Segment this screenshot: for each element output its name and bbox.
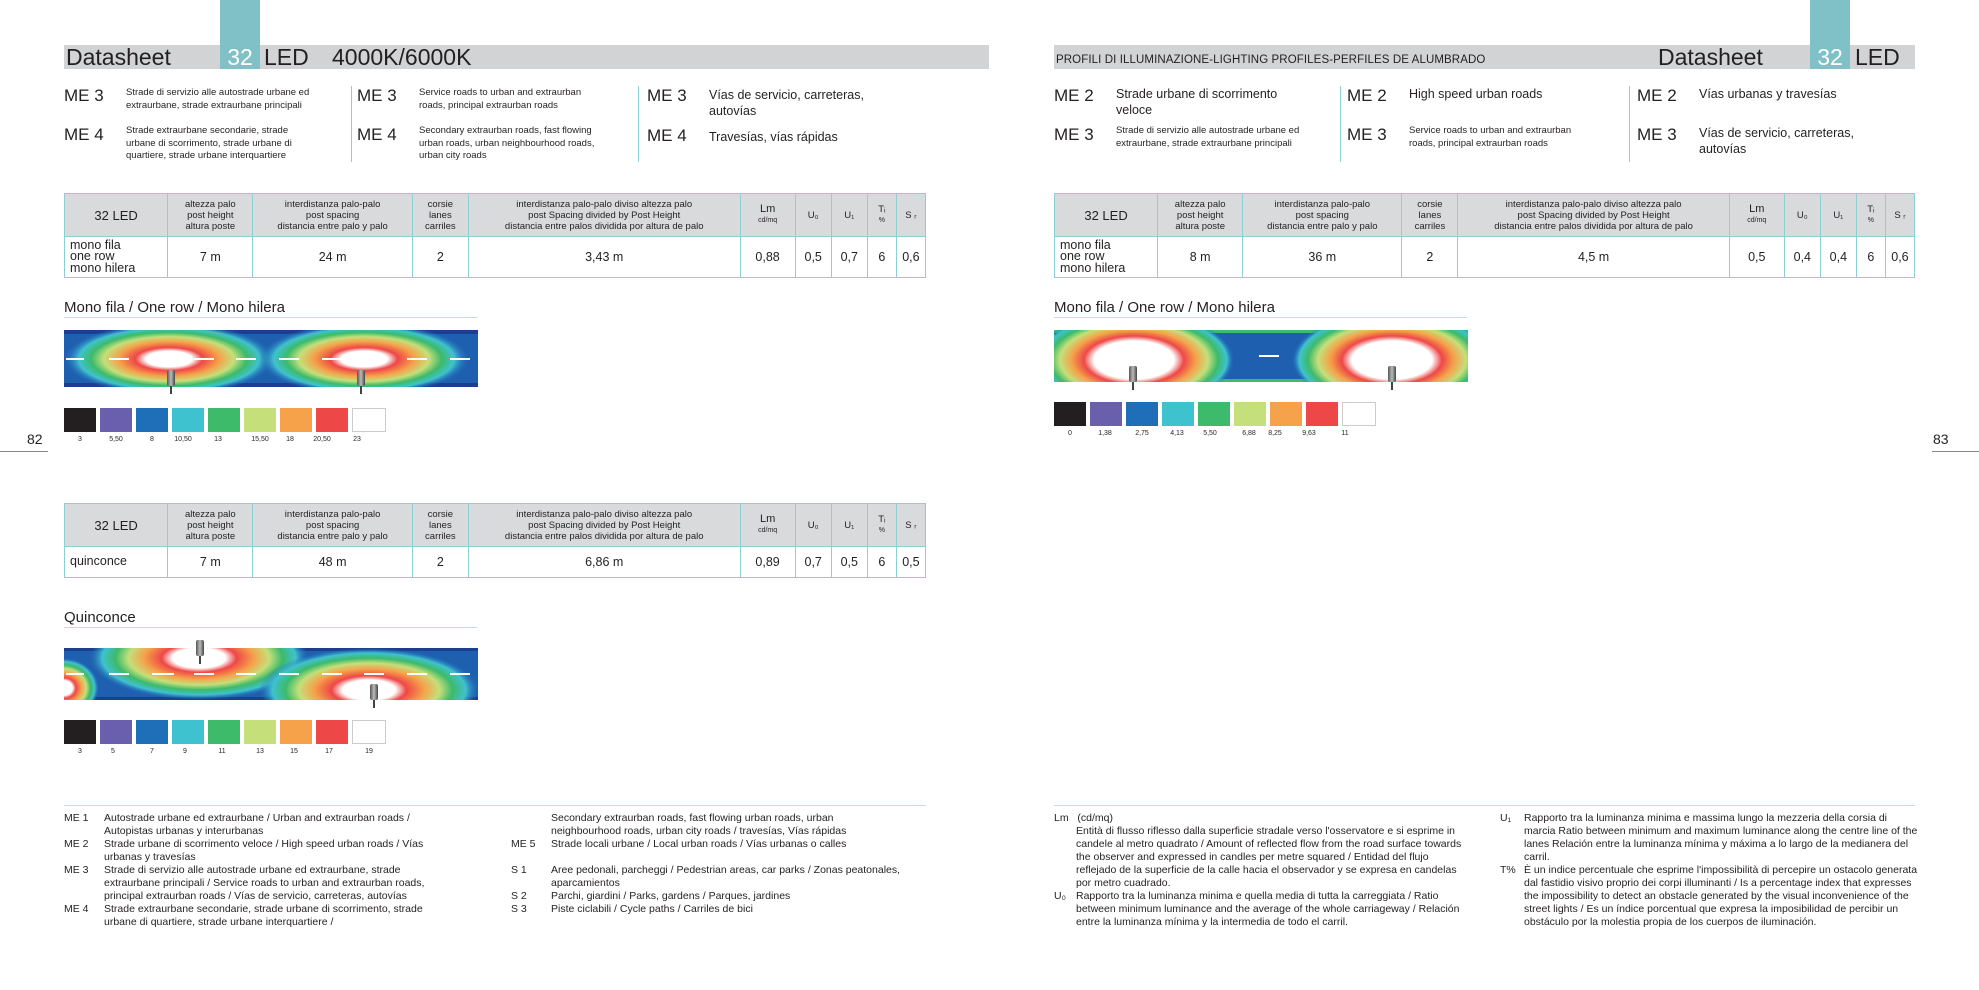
col-spacing: interdistanza palo-palo post spacing distancia entre palo y palo — [1243, 194, 1402, 237]
col-u1: U₁ — [831, 194, 867, 237]
legend-label: 2,75 — [1135, 430, 1149, 437]
divider — [351, 86, 352, 162]
definition-text: Entità di flusso riflesso dalla superficie stradale verso l'osservatore e si esprime in candele al metro quadrato / Amount of reflected flow from the road surface towards the observer and expressed in candles per metre squared / Entidad del flujo reflejado de la superficie de la calle hacia el observador y se expresa en candelas por metro cuadrado. — [1076, 825, 1462, 889]
col-u1: U₁ — [1820, 194, 1856, 237]
legend-label: 5 — [111, 748, 115, 755]
swatch — [64, 720, 96, 744]
cell-u0: 0,4 — [1784, 237, 1820, 278]
lamp-icon — [1129, 366, 1137, 382]
footnote-text: Aree pedonali, parcheggi / Pedestrian areas, car parks / Zonas peatonales, aparcamientos — [551, 864, 901, 889]
class-code: ME 2 — [1347, 86, 1387, 105]
footnote-code: ME 3 — [64, 864, 89, 876]
class-desc: High speed urban roads — [1409, 87, 1543, 101]
class-code: ME 3 — [1637, 125, 1677, 144]
class-code: ME 4 — [647, 126, 687, 145]
cell-sr: 0,6 — [1885, 237, 1914, 278]
header-title-right: Datasheet — [1658, 44, 1763, 70]
swatch — [64, 408, 96, 432]
col-model: 32 LED — [1055, 194, 1158, 237]
swatch — [1342, 402, 1376, 426]
legend-label: 15,50 — [251, 436, 269, 443]
section-underline — [64, 627, 477, 628]
header-title-left: Datasheet — [66, 44, 171, 70]
class-code: ME 4 — [357, 125, 397, 144]
legend-label: 20,50 — [313, 436, 331, 443]
swatch — [280, 408, 312, 432]
swatch — [136, 720, 168, 744]
footnote-text: Strade extraurbane secondarie, strade urbane di scorrimento, strade urbane di quartiere, strade urbane interquartiere / — [104, 903, 423, 928]
legend-label: 11 — [1341, 430, 1349, 437]
footnote-text: Piste ciclabili / Cycle paths / Carriles de bici — [551, 903, 753, 915]
swatch — [352, 408, 386, 432]
swatch — [1126, 402, 1158, 426]
footnote-text: Autostrade urbane ed extraurbane / Urban and extraurban roads / Autopistas urbanas y interurbanas — [104, 812, 410, 837]
row-label: mono fila one row mono hilera — [65, 237, 168, 278]
footnote-text: Parchi, giardini / Parks, gardens / Parques, jardines — [551, 890, 791, 902]
footnote-code: ME 5 — [511, 838, 536, 850]
col-spacing: interdistanza palo-palo post spacing distancia entre palo y palo — [253, 194, 412, 237]
section-underline — [1054, 317, 1467, 318]
col-ti: Tᵢ % — [867, 504, 896, 547]
swatch — [1198, 402, 1230, 426]
swatch — [172, 408, 204, 432]
swatch — [100, 408, 132, 432]
legend-label: 10,50 — [174, 436, 192, 443]
divider — [1340, 86, 1341, 162]
lamp-icon — [370, 684, 378, 700]
class-desc: Strade extraurbane secondarie, strade urbane di scorrimento, strade urbane di quartiere, strade urbane interquartiere — [126, 125, 292, 161]
spec-table-mono-fila — [64, 193, 926, 278]
class-code: ME 2 — [1637, 86, 1677, 105]
legend-label: 7 — [150, 748, 154, 755]
legend-label: 6,88 — [1242, 430, 1256, 437]
lamp-icon — [1388, 366, 1396, 382]
footnote-rule — [64, 805, 926, 806]
legend-label: 5,50 — [1203, 430, 1217, 437]
cell-lm: 0,5 — [1729, 237, 1784, 278]
definition-text: Rapporto tra la luminanza minima e massima lungo la mezzeria della corsia di marcia Ratio between minimum and maximum luminance along the centre line of the lanes Relación entre la luminanza mínima y máxima a lo largo de la medianera del carril. — [1524, 812, 1918, 863]
col-u0: U₀ — [795, 504, 831, 547]
row-label: mono fila one row mono hilera — [1055, 237, 1158, 278]
cell-lm: 0,88 — [740, 237, 795, 278]
swatch — [1162, 402, 1194, 426]
footnote-text: Strade urbane di scorrimento veloce / High speed urban roads / Vías urbanas y travesías — [104, 838, 424, 863]
swatch — [280, 720, 312, 744]
luminance-map-mono-fila — [64, 330, 478, 387]
class-code: ME 3 — [1347, 125, 1387, 144]
class-code: ME 3 — [1054, 125, 1094, 144]
col-ti: Tᵢ % — [867, 194, 896, 237]
header-profiles: PROFILI DI ILLUMINAZIONE-LIGHTING PROFILES-PERFILES DE ALUMBRADO — [1056, 54, 1486, 66]
footnote-code: ME 1 — [64, 812, 89, 824]
swatch — [136, 408, 168, 432]
header-num-left: 32 — [227, 44, 253, 70]
col-lanes: corsie lanes carriles — [412, 504, 468, 547]
lamp-icon — [357, 370, 365, 386]
header-temp-left: 4000K/6000K — [332, 44, 472, 70]
class-code: ME 3 — [647, 86, 687, 105]
col-u1: U₁ — [831, 504, 867, 547]
swatch — [1090, 402, 1122, 426]
cell-height: 7 m — [168, 237, 253, 278]
cell-u1: 0,5 — [831, 547, 867, 578]
section-title: Quinconce — [64, 609, 136, 626]
legend-label: 3 — [78, 436, 82, 443]
legend-label: 8,25 — [1268, 430, 1282, 437]
definition-code: U₁ — [1500, 812, 1512, 824]
definition-code: U₀ — [1054, 890, 1066, 902]
footnote-code: ME 4 — [64, 903, 89, 915]
class-code: ME 3 — [357, 86, 397, 105]
cell-sr: 0,5 — [896, 547, 925, 578]
footnote-text: Strade locali urbane / Local urban roads / Vías urbanas o calles — [551, 838, 847, 850]
legend-label: 11 — [218, 748, 226, 755]
class-desc: Strade di servizio alle autostrade urbane ed extraurbane, strade extraurbane principali — [1116, 125, 1300, 149]
cell-ratio: 4,5 m — [1458, 237, 1729, 278]
col-lm: Lm cd/mq — [740, 194, 795, 237]
col-sr: S ᵣ — [896, 504, 925, 547]
lamp-icon — [196, 640, 204, 656]
cell-ti: 6 — [1856, 237, 1885, 278]
cell-height: 8 m — [1158, 237, 1243, 278]
legend-label: 9 — [183, 748, 187, 755]
swatch — [208, 720, 240, 744]
legend-label: 19 — [365, 748, 373, 755]
divider — [638, 86, 639, 162]
class-desc: Secondary extraurban roads, fast flowing urban roads, urban neighbourhood roads, urban city roads — [419, 125, 595, 161]
col-lm: Lm cd/mq — [740, 504, 795, 547]
swatch — [172, 720, 204, 744]
divider — [1629, 86, 1630, 162]
section-underline — [64, 317, 477, 318]
section-title: Mono fila / One row / Mono hilera — [64, 299, 285, 316]
swatch — [100, 720, 132, 744]
legend-label: 4,13 — [1170, 430, 1184, 437]
cell-spacing: 36 m — [1243, 237, 1402, 278]
swatch — [316, 720, 348, 744]
swatch — [316, 408, 348, 432]
col-height: altezza palo post height altura poste — [168, 504, 253, 547]
footnote-text: Secondary extraurban roads, fast flowing urban roads, urban neighbourhood roads, urban city roads / travesías, Vías rápidas — [551, 812, 847, 837]
definition-text: Rapporto tra la luminanza minima e quella media di tutta la carreggiata / Ratio between minimum luminance and the average of the whole carriageway / Relación entre la luminanza mínima y la intermedia de todo el carril. — [1076, 890, 1460, 928]
header-num-right: 32 — [1817, 44, 1843, 70]
cell-spacing: 24 m — [253, 237, 412, 278]
class-desc: Service roads to urban and extraurban roads, principal extraurban roads — [1409, 125, 1572, 149]
spec-table-mono-fila-right — [1054, 193, 1915, 278]
legend-label: 9,63 — [1302, 430, 1316, 437]
class-code: ME 4 — [64, 125, 104, 144]
col-ratio: interdistanza palo-palo diviso altezza palo post Spacing divided by Post Height distancia entre palos dividida por altura de palo — [468, 194, 740, 237]
col-lanes: corsie lanes carriles — [1402, 194, 1458, 237]
col-u0: U₀ — [795, 194, 831, 237]
cell-u1: 0,4 — [1820, 237, 1856, 278]
footnote-code: S 1 — [511, 864, 527, 876]
swatch — [1270, 402, 1302, 426]
swatch — [352, 720, 386, 744]
footnote-rule — [1054, 805, 1915, 806]
class-desc: Vías urbanas y travesías — [1699, 87, 1837, 101]
cell-lanes: 2 — [412, 237, 468, 278]
cell-ratio: 3,43 m — [468, 237, 740, 278]
swatch — [244, 408, 276, 432]
luminance-map-quinconce — [64, 648, 478, 700]
header-led-right: LED — [1855, 44, 1900, 70]
lamp-icon — [167, 370, 175, 386]
cell-spacing: 48 m — [253, 547, 412, 578]
legend-label: 17 — [325, 748, 333, 755]
col-ratio: interdistanza palo-palo diviso altezza palo post Spacing divided by Post Height distancia entre palos dividida por altura de palo — [468, 504, 740, 547]
col-sr: S ᵣ — [896, 194, 925, 237]
legend-label: 5,50 — [109, 436, 123, 443]
cell-lanes: 2 — [412, 547, 468, 578]
col-ratio: interdistanza palo-palo diviso altezza palo post Spacing divided by Post Height distancia entre palos dividida por altura de palo — [1458, 194, 1729, 237]
class-code: ME 2 — [1054, 86, 1094, 105]
legend-label: 8 — [150, 436, 154, 443]
swatch — [1306, 402, 1338, 426]
col-lanes: corsie lanes carriles — [412, 194, 468, 237]
cell-ratio: 6,86 m — [468, 547, 740, 578]
legend-label: 15 — [290, 748, 298, 755]
row-label: quinconce — [65, 547, 168, 578]
header-led-left: LED — [264, 44, 309, 70]
class-code: ME 3 — [64, 86, 104, 105]
legend-label: 3 — [78, 748, 82, 755]
legend-label: 23 — [353, 436, 361, 443]
cell-lanes: 2 — [1402, 237, 1458, 278]
luminance-map-right — [1054, 330, 1468, 382]
swatch — [1054, 402, 1086, 426]
legend-label: 1,38 — [1098, 430, 1112, 437]
col-model: 32 LED — [65, 194, 168, 237]
footnote-text: Strade di servizio alle autostrade urbane ed extraurbane, strade extraurbane principali / Service roads to urban and extraurban roads, principal extraurban roads / Vías de servicio, carreteras, autovías — [104, 864, 425, 902]
section-title: Mono fila / One row / Mono hilera — [1054, 299, 1275, 316]
class-desc: Strade urbane di scorrimento veloce — [1116, 87, 1278, 117]
col-sr: S ᵣ — [1885, 194, 1914, 237]
spec-table-quinconce — [64, 503, 926, 578]
page-mark-left — [0, 451, 48, 452]
swatch — [244, 720, 276, 744]
page-number-right: 83 — [1933, 431, 1949, 447]
cell-u0: 0,5 — [795, 237, 831, 278]
class-desc: Service roads to urban and extraurban roads, principal extraurban roads — [419, 87, 582, 111]
col-spacing: interdistanza palo-palo post spacing distancia entre palo y palo — [253, 504, 412, 547]
cell-ti: 6 — [867, 237, 896, 278]
footnote-code: S 3 — [511, 903, 527, 915]
cell-lm: 0,89 — [740, 547, 795, 578]
col-lm: Lm cd/mq — [1729, 194, 1784, 237]
col-model: 32 LED — [65, 504, 168, 547]
col-u0: U₀ — [1784, 194, 1820, 237]
definition-code: Lm (cd/mq) — [1054, 812, 1113, 824]
cell-u1: 0,7 — [831, 237, 867, 278]
swatch — [208, 408, 240, 432]
class-desc: Travesías, vías rápidas — [709, 130, 838, 144]
col-height: altezza palo post height altura poste — [1158, 194, 1243, 237]
page-number-left: 82 — [27, 431, 43, 447]
cell-height: 7 m — [168, 547, 253, 578]
cell-u0: 0,7 — [795, 547, 831, 578]
header-bar-left — [64, 45, 989, 69]
col-height: altezza palo post height altura poste — [168, 194, 253, 237]
cell-sr: 0,6 — [896, 237, 925, 278]
col-ti: Tᵢ % — [1856, 194, 1885, 237]
class-desc: Vías de servicio, carreteras, autovías — [709, 88, 864, 118]
legend-label: 18 — [286, 436, 294, 443]
definition-text: È un indice percentuale che esprime l'impossibilità di percepire un ostacolo generata dal fastidio visivo proprio dei corpi illuminanti / Is a percentage index that expresses the impossibility to detect an obstacle generated by the visual inconvenience of the street lights / Es un índice porcentual que expresa la imposibilidad de percibir un obstáculo por la molestia propia de los cuerpos de iluminación. — [1524, 864, 1918, 928]
class-desc: Vías de servicio, carreteras, autovías — [1699, 126, 1854, 156]
cell-ti: 6 — [867, 547, 896, 578]
footnote-code: ME 2 — [64, 838, 89, 850]
legend-label: 13 — [256, 748, 264, 755]
footnote-code: S 2 — [511, 890, 527, 902]
page-mark-right — [1932, 451, 1979, 452]
legend-label: 13 — [214, 436, 222, 443]
legend-label: 0 — [1068, 430, 1072, 437]
class-desc: Strade di servizio alle autostrade urbane ed extraurbane, strade extraurbane principali — [126, 87, 310, 111]
swatch — [1234, 402, 1266, 426]
definition-code: T% — [1500, 864, 1516, 876]
